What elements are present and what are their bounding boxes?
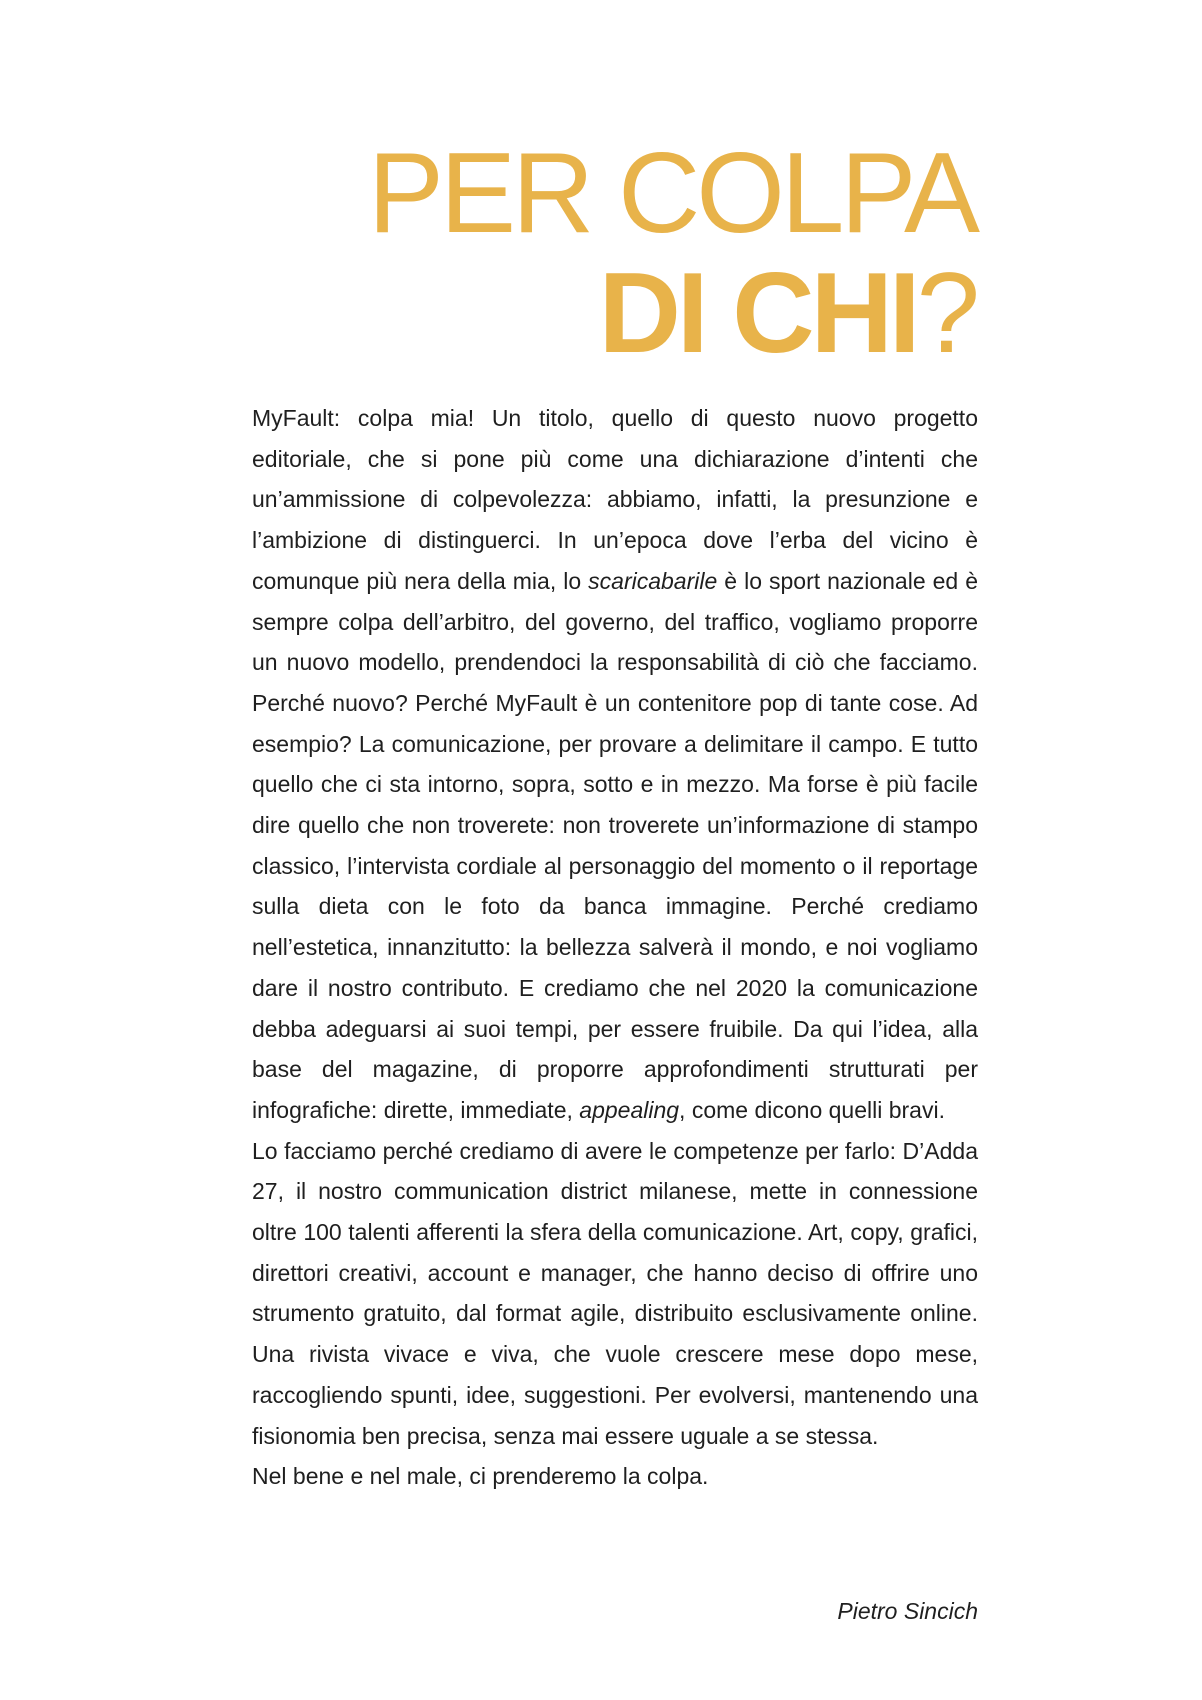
title-line-2-bold: DI CHI [598, 250, 917, 377]
author-signature: Pietro Sincich [837, 1598, 978, 1624]
paragraph-1-part-3: , come dicono quelli bravi. [679, 1096, 945, 1123]
paragraph-1-part-2: è lo sport nazionale ed è sempre colpa dell’arbitro, del governo, del traffico, vogliamo proporre un nuovo modello, prendendoci la responsabilità di ciò che facciamo. Perché nuovo? Perché MyFault è un contenitore pop di tante cose. Ad esempio? La comunicazione, per provare a delimitare il campo. E tutto quello che ci sta intorno, sopra, sotto e in mezzo. Ma forse è più facile dire quello che non troverete: non troverete un’informazione di stampo classico, l’intervista cordiale al personaggio del momento o il reportage sulla dieta con le foto da banca immagine. Perché crediamo nell’estetica, innanzitutto: la bellezza salverà il mondo, e noi vogliamo dare il nostro contributo. E crediamo che nel 2020 la comunicazione debba adeguarsi ai suoi tempi, per essere fruibile. Da qui l’idea, alla base del magazine, di proporre approfondimenti strutturati per infografiche: dirette, immediate, [252, 567, 979, 1123]
page-title [367, 130, 976, 378]
title-question-mark: ? [916, 250, 976, 377]
paragraph-1-part-1: MyFault: colpa mia! Un titolo, quello di questo nuovo progetto editoriale, che si pone più come una dichiarazione d’intenti che un’ammissione di colpevolezza: abbiamo, infatti, la presunzione e l’ambizione di distinguerci. In un’epoca dove l’erba del vicino è comunque più nera della mia, lo [252, 405, 978, 594]
editorial-body [252, 398, 978, 1497]
paragraph-2: Lo facciamo perché crediamo di avere le competenze per farlo: D’Adda 27, il nostro communication district milanese, mette in connessione oltre 100 talenti afferenti la sfera della comunicazione. Art, copy, grafici, direttori creativi, account e manager, che hanno deciso di offrire uno strumento gratuito, dal format agile, distribuito esclusivamente online. Una rivista vivace e viva, che vuole crescere mese dopo mese, raccogliendo spunti, idee, suggestioni. Per evolversi, mantenendo una fisionomia ben precisa, senza mai essere uguale a se stessa. [252, 1137, 978, 1449]
paragraph-1 [252, 398, 978, 1131]
paragraph-1-italic-1: scaricabarile [588, 567, 718, 594]
title-line-2 [368, 250, 976, 378]
paragraph-3: Nel bene e nel male, ci prenderemo la colpa. [252, 1463, 709, 1490]
paragraph-1-italic-2: appealing [579, 1096, 680, 1123]
title-line-1: PER COLPA [367, 130, 976, 257]
